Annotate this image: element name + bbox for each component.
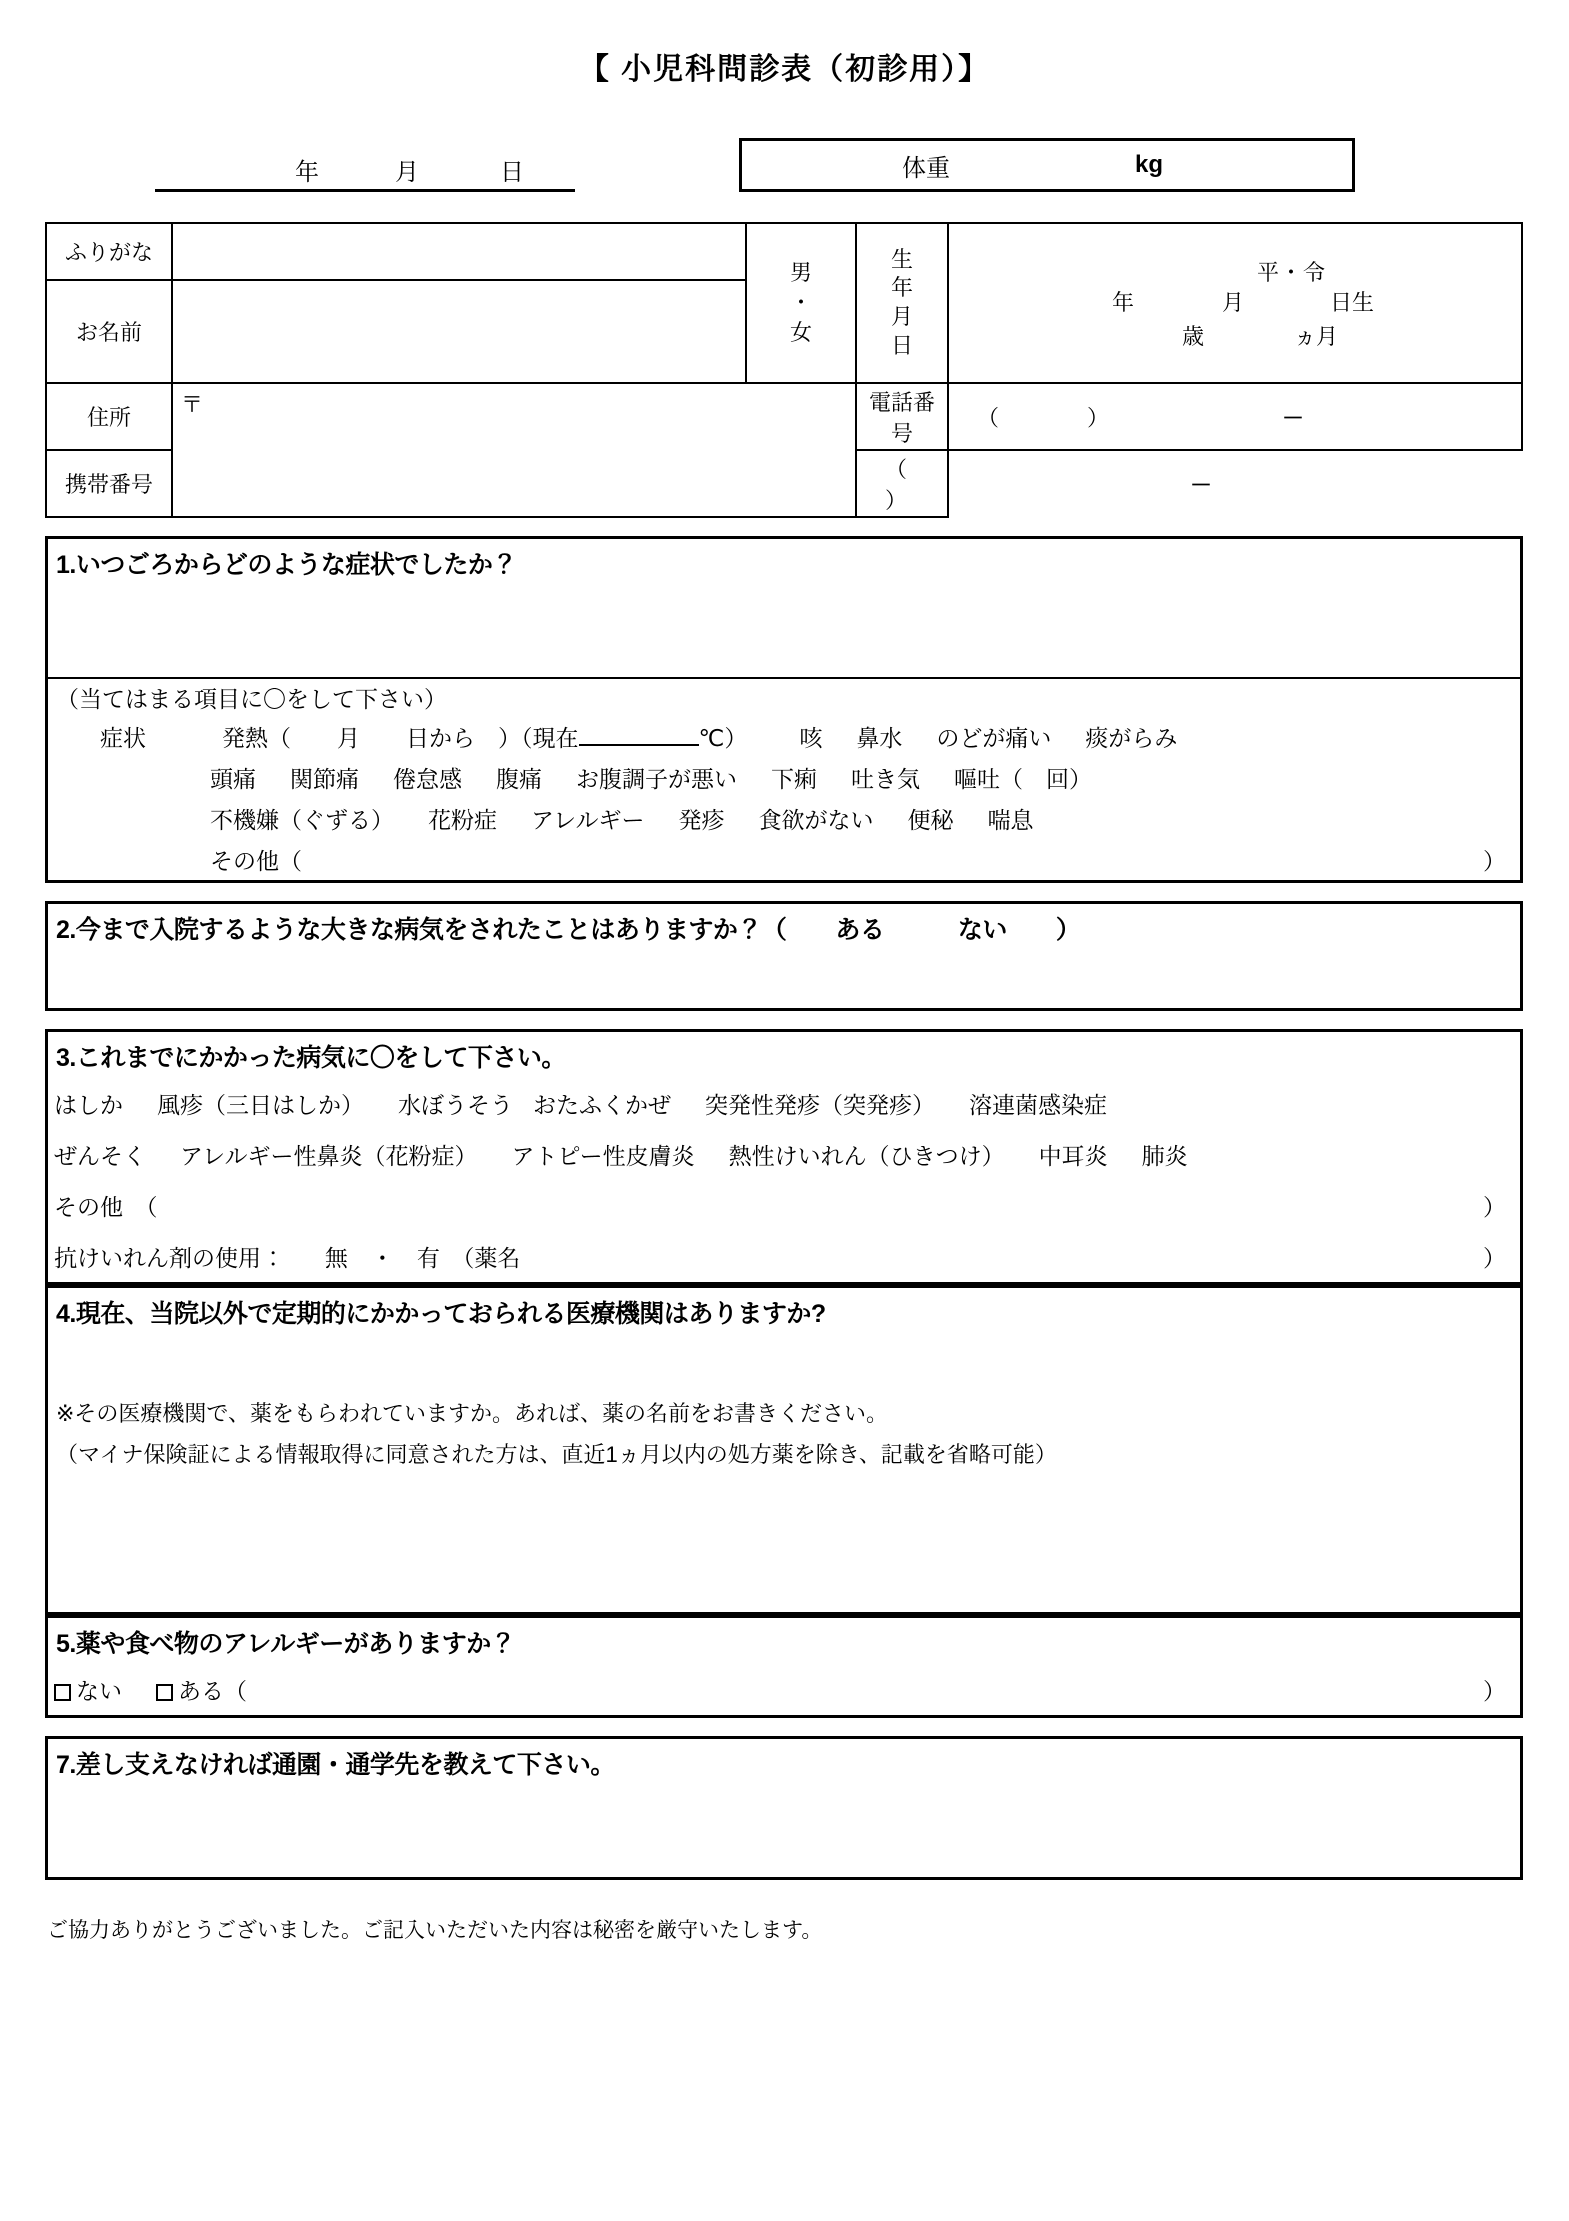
symptom-irritable[interactable]: 不機嫌（ぐずる）: [210, 807, 394, 833]
table-row-address: [46, 383, 1522, 450]
table-row-furigana: [46, 223, 1522, 280]
question-5-box: [45, 1615, 1523, 1718]
disease-otitis-media[interactable]: 中耳炎: [1038, 1143, 1108, 1169]
checkbox-no-allergy[interactable]: [54, 1684, 71, 1701]
disease-measles[interactable]: はしか: [54, 1092, 123, 1118]
symptom-abdominal-pain[interactable]: 腹痛: [496, 766, 542, 792]
symptom-no-appetite[interactable]: 食欲がない: [758, 807, 874, 833]
tel-paren: （ ）: [977, 405, 1110, 430]
disease-febrile-seizure[interactable]: 熱性けいれん（ひきつけ）: [728, 1143, 1005, 1169]
symptom-fatigue[interactable]: 倦怠感: [393, 766, 462, 792]
symptom-cough[interactable]: 咳: [799, 725, 823, 751]
tel-label: 電話番号: [856, 383, 948, 450]
date-day-label: 日: [500, 159, 524, 186]
disease-pneumonia[interactable]: 肺炎: [1141, 1143, 1188, 1169]
birth-ymd-labels: [1112, 286, 1374, 317]
furigana-input[interactable]: [172, 223, 746, 280]
disease-atopic-dermatitis[interactable]: アトピー性皮膚炎: [511, 1143, 695, 1169]
tel-dash: －: [1282, 405, 1305, 430]
address-label: 住所: [46, 383, 172, 450]
question-2-heading[interactable]: 2.今まで入院するような大きな病気をされたことはありますか？（ ある ない ）: [56, 916, 1081, 944]
symptom-row-3[interactable]: [48, 798, 1520, 839]
disease-chickenpox[interactable]: 水ぼうそう: [398, 1092, 513, 1118]
question-1-heading: 1.いつごろからどのような症状でしたか？: [56, 551, 517, 579]
disease-mumps[interactable]: おたふくかぜ: [533, 1092, 671, 1118]
question-4-note-2: （マイナ保険証による情報取得に同意された方は、直近1ヵ月以内の処方薬を除き、記載を省略可能）: [56, 1442, 1057, 1467]
symptom-runny-nose[interactable]: 鼻水: [856, 725, 903, 751]
symptom-label: 症状: [100, 725, 146, 751]
question-4-heading: 4.現在、当院以外で定期的にかかっておられる医療機関はありますか?: [56, 1300, 826, 1328]
checkbox-has-allergy[interactable]: [156, 1684, 173, 1701]
gender-cell[interactable]: 男 ・ 女: [746, 223, 856, 383]
date-weight-row: [45, 136, 1524, 192]
disease-row-2[interactable]: [48, 1129, 1520, 1180]
allergy-options-row[interactable]: [48, 1664, 1520, 1715]
date-year-label: 年: [295, 159, 319, 186]
disease-roseola[interactable]: 突発性発疹（突発疹）: [705, 1092, 935, 1118]
question-7-answer-area[interactable]: [48, 1785, 1520, 1877]
birth-year-label: 年: [1112, 290, 1135, 315]
anticonvulsant-label[interactable]: 抗けいれん剤の使用 ： 無 ・ 有 （薬名: [54, 1245, 521, 1271]
mobile-input[interactable]: [856, 450, 1213, 517]
symptom-fever[interactable]: 発熱（ 月 日から ）（現在: [222, 725, 579, 751]
symptom-constipation[interactable]: 便秘: [907, 807, 954, 833]
symptom-vomiting[interactable]: 嘔吐（ 回）: [954, 766, 1092, 792]
allergy-option-none[interactable]: ない: [76, 1678, 122, 1704]
birth-era-label: 平・令: [1257, 260, 1327, 285]
symptom-nausea[interactable]: 吐き気: [851, 766, 920, 792]
symptom-joint-pain[interactable]: 関節痛: [290, 766, 359, 792]
age-months-label: ヵ月: [1294, 324, 1339, 349]
question-4-answer-area-2[interactable]: [48, 1474, 1520, 1612]
tel-input[interactable]: [948, 383, 1522, 450]
name-input[interactable]: [172, 280, 746, 383]
weight-label: 体重: [902, 154, 950, 182]
weight-box[interactable]: [739, 138, 1355, 192]
allergy-option-yes[interactable]: ある（: [178, 1678, 247, 1704]
symptom-allergy[interactable]: アレルギー: [531, 807, 645, 833]
age-years-label: 歳: [1182, 324, 1205, 349]
disease-row-1[interactable]: [48, 1078, 1520, 1129]
question-7-box: [45, 1736, 1523, 1880]
anticonvulsant-row[interactable]: [48, 1231, 1520, 1282]
question-1-instruction: （当てはまる項目に〇をして下さい）: [56, 686, 447, 712]
visit-date-field[interactable]: [155, 152, 575, 192]
disease-allergic-rhinitis[interactable]: アレルギー性鼻炎（花粉症）: [180, 1143, 478, 1169]
mobile-label: 携帯番号: [46, 450, 172, 517]
question-3-heading: 3.これまでにかかった病気に〇をして下さい。: [56, 1044, 566, 1072]
question-4-answer-area-1[interactable]: [48, 1334, 1520, 1392]
question-1-answer-area[interactable]: [48, 585, 1520, 677]
question-7-heading: 7.差し支えなければ通園・通学先を教えて下さい。: [56, 1751, 615, 1779]
birth-month-label: 月: [1222, 290, 1245, 315]
date-month-label: 月: [395, 159, 419, 186]
question-4-note-1: ※その医療機関で、薬をもらわれていますか。あれば、薬の名前をお書きください。: [56, 1401, 888, 1426]
symptom-fever-unit: ℃）: [698, 725, 748, 751]
symptom-headache[interactable]: 頭痛: [210, 766, 256, 792]
disease-asthma[interactable]: ぜんそく: [54, 1143, 146, 1169]
symptom-sore-throat[interactable]: のどが痛い: [936, 725, 1052, 751]
page-title: 【 小児科問診表（初診用）】: [578, 53, 991, 86]
question-5-heading: 5.薬や食べ物のアレルギーがありますか？: [56, 1630, 516, 1658]
disease-rubella[interactable]: 風疹（三日はしか）: [157, 1092, 364, 1118]
footer-note: ご協力ありがとうございました。ご記入いただいた内容は秘密を厳守いたします。: [47, 1919, 823, 1942]
furigana-label: ふりがな: [46, 223, 172, 280]
question-1-box: [45, 536, 1523, 883]
birthdate-cell[interactable]: [948, 223, 1522, 383]
name-label: お名前: [46, 280, 172, 383]
address-input[interactable]: [172, 383, 856, 517]
symptom-row-2[interactable]: [48, 757, 1520, 798]
symptom-other-close: ）: [1483, 848, 1506, 874]
birth-age-labels: [1182, 320, 1338, 351]
symptom-phlegm[interactable]: 痰がらみ: [1085, 725, 1178, 751]
mobile-dash: －: [1190, 472, 1213, 497]
disease-other-label: その他 （: [54, 1194, 158, 1220]
postal-mark-icon: 〒: [181, 392, 204, 417]
question-4-box: [45, 1285, 1523, 1615]
patient-info-table: [45, 222, 1523, 518]
birthdate-label: 生 年 月 日: [856, 223, 948, 383]
symptom-row-1[interactable]: [48, 716, 1520, 757]
allergy-option-yes-close: ）: [1483, 1678, 1506, 1704]
anticonvulsant-close: ）: [1483, 1245, 1506, 1271]
symptom-row-other[interactable]: [48, 839, 1520, 880]
symptom-other-label: その他（: [210, 848, 302, 874]
disease-strep[interactable]: 溶連菌感染症: [969, 1092, 1107, 1118]
mobile-paren: （）: [885, 456, 908, 513]
symptom-asthma[interactable]: 喘息: [987, 807, 1034, 833]
birth-day-label: 日生: [1330, 290, 1375, 315]
symptom-rash[interactable]: 発疹: [678, 807, 725, 833]
symptom-hay-fever[interactable]: 花粉症: [428, 807, 497, 833]
disease-other-row[interactable]: [48, 1180, 1520, 1231]
question-2-box: [45, 901, 1523, 1011]
disease-other-close: ）: [1483, 1194, 1506, 1220]
question-2-answer-area[interactable]: [48, 950, 1520, 1008]
fever-temp-blank[interactable]: [579, 724, 699, 746]
question-3-box: [45, 1029, 1523, 1285]
symptom-stomach-upset[interactable]: お腹調子が悪い: [576, 766, 737, 792]
weight-unit-label: kg: [1135, 151, 1164, 178]
symptom-diarrhea[interactable]: 下痢: [771, 766, 817, 792]
